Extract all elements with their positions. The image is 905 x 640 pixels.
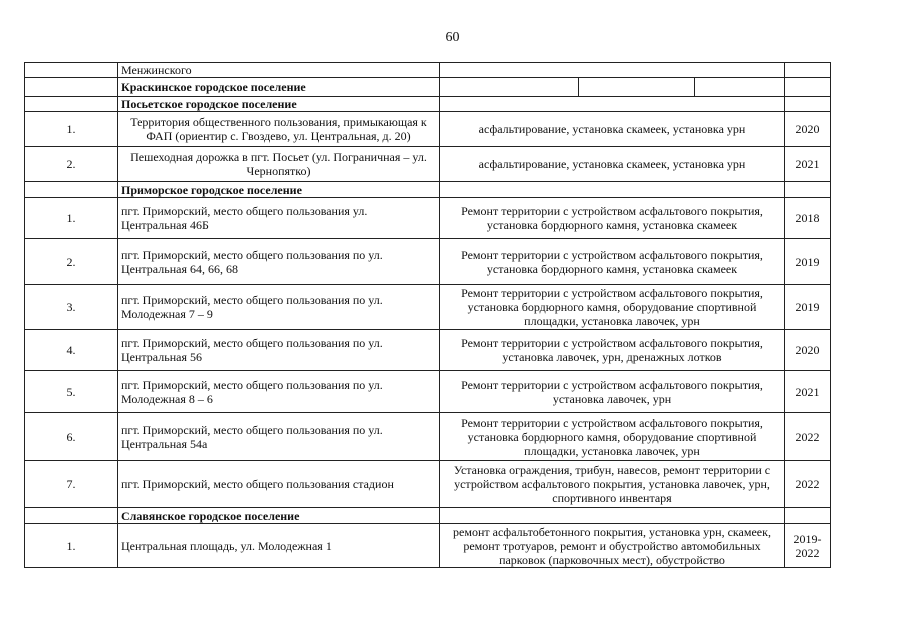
table-cell-num: 3.	[25, 285, 118, 330]
table-cell-year: 2019	[785, 285, 831, 330]
section-title: Посьетское городское поселение	[118, 97, 440, 112]
table-cell-place: Территория общественного пользования, примыкающая к ФАП (ориентир с. Гвоздево, ул. Центральная, д. 20)	[118, 112, 440, 147]
table-cell-num	[25, 78, 118, 97]
table-cell-work	[440, 63, 785, 78]
table-cell-num	[25, 508, 118, 524]
table-cell-work: асфальтирование, установка скамеек, установка урн	[440, 112, 785, 147]
table-row	[25, 524, 831, 568]
table-cell-work: Установка ограждения, трибун, навесов, ремонт территории с устройством асфальтового покрытия, установка лавочек, урн, спортивного инвентаря	[440, 461, 785, 508]
table-cell-place: Пешеходная дорожка в пгт. Посьет (ул. Пограничная – ул. Чернопятко)	[118, 147, 440, 182]
table-cell-year	[785, 97, 831, 112]
table-cell-year: 2022	[785, 461, 831, 508]
section-title: Краскинское городское поселение	[118, 78, 440, 97]
table-cell-place: пгт. Приморский, место общего пользования по ул. Центральная 64, 66, 68	[118, 239, 440, 285]
table-cell-num	[25, 97, 118, 112]
table-cell-work: Ремонт территории с устройством асфальтового покрытия, установка бордюрного камня, установка скамеек	[440, 198, 785, 239]
table-cell-work: Ремонт территории с устройством асфальтового покрытия, установка бордюрного камня, оборудование спортивной площадки, установка лавочек, урн	[440, 413, 785, 461]
table-cell-year: 2022	[785, 413, 831, 461]
section-title: Приморское городское поселение	[118, 182, 440, 198]
table-cell-year: 2021	[785, 147, 831, 182]
table-row	[25, 198, 831, 239]
table-row	[25, 461, 831, 508]
table-row	[25, 285, 831, 330]
section-row-primorskoe	[25, 182, 831, 198]
table-cell-num	[25, 63, 118, 78]
table-cell-year	[785, 63, 831, 78]
table-cell-year	[785, 182, 831, 198]
table-row	[25, 63, 831, 78]
improvement-table	[24, 62, 831, 568]
table-cell-num: 2.	[25, 147, 118, 182]
table-cell-year: 2020	[785, 330, 831, 371]
table-row	[25, 413, 831, 461]
table-cell-work	[440, 78, 785, 97]
table-cell-work	[440, 97, 785, 112]
table-cell-place: пгт. Приморский, место общего пользования ул. Центральная 46Б	[118, 198, 440, 239]
table-cell-num: 7.	[25, 461, 118, 508]
table-cell-year: 2019-2022	[785, 524, 831, 568]
table-cell-year: 2021	[785, 371, 831, 413]
section-row-posyetskoe	[25, 97, 831, 112]
table-cell-num: 6.	[25, 413, 118, 461]
table-row	[25, 330, 831, 371]
table-cell-place: пгт. Приморский, место общего пользования по ул. Молодежная 8 – 6	[118, 371, 440, 413]
table-cell-place: пгт. Приморский, место общего пользования стадион	[118, 461, 440, 508]
table-cell-num: 2.	[25, 239, 118, 285]
table-cell-num: 1.	[25, 198, 118, 239]
section-row-kraskinskoe	[25, 78, 831, 97]
section-title: Славянское городское поселение	[118, 508, 440, 524]
table-cell-work	[440, 182, 785, 198]
table-cell-year	[785, 78, 831, 97]
table-cell-work: Ремонт территории с устройством асфальтового покрытия, установка лавочек, урн	[440, 371, 785, 413]
table-cell-year	[785, 508, 831, 524]
table-cell-place: пгт. Приморский, место общего пользования по ул. Центральная 56	[118, 330, 440, 371]
table-cell-work: Ремонт территории с устройством асфальтового покрытия, установка лавочек, урн, дренажных лотков	[440, 330, 785, 371]
table-cell-year: 2020	[785, 112, 831, 147]
section-row-slavyanskoe	[25, 508, 831, 524]
table-cell-place: пгт. Приморский, место общего пользования по ул. Молодежная 7 – 9	[118, 285, 440, 330]
table-row	[25, 112, 831, 147]
table-cell-work	[440, 508, 785, 524]
table-cell-year: 2018	[785, 198, 831, 239]
table-cell-num	[25, 182, 118, 198]
table-cell-num: 5.	[25, 371, 118, 413]
table-cell-place: пгт. Приморский, место общего пользования по ул. Центральная 54а	[118, 413, 440, 461]
table-cell-num: 4.	[25, 330, 118, 371]
table-cell-place: Менжинского	[118, 63, 440, 78]
table-cell-work: асфальтирование, установка скамеек, установка урн	[440, 147, 785, 182]
table-cell-place: Центральная площадь, ул. Молодежная 1	[118, 524, 440, 568]
table-row	[25, 371, 831, 413]
table-cell-work: ремонт асфальтобетонного покрытия, установка урн, скамеек, ремонт тротуаров, ремонт и обустройство автомобильных парковок (парковочных мест), обустройство	[440, 524, 785, 568]
table-cell-num: 1.	[25, 524, 118, 568]
table-cell-year: 2019	[785, 239, 831, 285]
table-cell-work: Ремонт территории с устройством асфальтового покрытия, установка бордюрного камня, оборудование спортивной площадки, установка лавочек, урн	[440, 285, 785, 330]
table-cell-work: Ремонт территории с устройством асфальтового покрытия, установка бордюрного камня, установка скамеек	[440, 239, 785, 285]
table-row	[25, 239, 831, 285]
page-number: 60	[445, 30, 460, 45]
table-cell-num: 1.	[25, 112, 118, 147]
table-row	[25, 147, 831, 182]
